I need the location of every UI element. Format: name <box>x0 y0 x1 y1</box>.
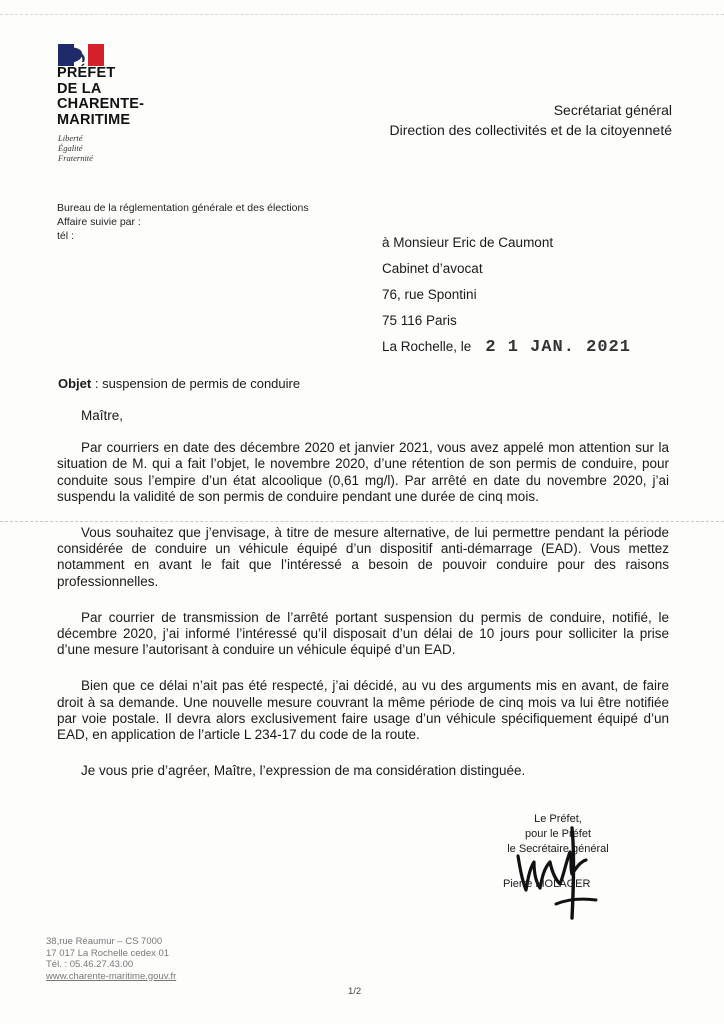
phone-label: tél : <box>57 230 74 242</box>
bureau-name: Bureau de la réglementation générale et des élections <box>57 202 309 214</box>
prefecture-title <box>57 66 144 128</box>
recipient-city: 75 116 Paris <box>382 313 457 328</box>
recipient-firm: Cabinet d’avocat <box>382 261 483 276</box>
paragraph: Par courriers en date des décembre 2020 et janvier 2021, vous avez appelé mon attention sur la situation de M. qui a fait l’objet, le novembre 2020, d’une rétention de son permis de conduire, pour conduite sous l’empire d’un état alcoolique (0,61 mg/l). Par arrêté en date du novembre 2020, j’ai suspendu la validité de son permis de conduire pendant une durée de cinq mois. <box>57 440 669 504</box>
service-header <box>390 100 672 140</box>
closing-formula: Je vous prie d’agréer, Maître, l’expression de ma considération distinguée. <box>81 763 526 779</box>
prefecture-title-line: DE LA <box>57 80 102 97</box>
footer-city: 17 017 La Rochelle cedex 01 <box>46 947 170 959</box>
paragraph: Vous souhaitez que j’envisage, à titre de mesure alternative, de lui permettre pendant la période considérée de conduire un véhicule équipé d’un dispositif anti-démarrage (EAD). Vous mettez notamment en avant le fait que l’intéressé a besoin de pouvoir conduire pour des raisons professionnelles. <box>57 525 669 589</box>
footer-address <box>46 936 176 982</box>
signatory-line: le Secrétaire général <box>507 843 609 855</box>
motto-line: Égalité <box>58 143 83 153</box>
place-label: La Rochelle, le <box>382 339 472 354</box>
page-number: 1/2 <box>348 986 362 997</box>
recipient-name: à Monsieur Eric de Caumont <box>382 235 554 250</box>
recipient-street: 76, rue Spontini <box>382 287 477 302</box>
signatory-line: pour le Préfet <box>524 828 592 840</box>
scan-artifact-line <box>0 521 724 523</box>
scan-artifact-line <box>0 14 724 16</box>
prefecture-title-line: MARITIME <box>57 111 131 128</box>
marianne-icon <box>58 44 104 66</box>
republic-motto <box>58 133 93 163</box>
recipient-block <box>382 230 631 361</box>
footer-street: 38,rue Réaumur – CS 7000 <box>46 936 163 947</box>
salutation: Maître, <box>81 408 124 423</box>
prefecture-title-line: CHARENTE- <box>57 96 145 112</box>
motto-line: Liberté <box>58 133 83 143</box>
service-name: Secrétariat général <box>553 102 672 118</box>
subject-text: : suspension de permis de conduire <box>91 376 301 391</box>
bureau-block <box>57 201 309 243</box>
subject-label: Objet <box>58 376 92 391</box>
place-and-date <box>382 334 631 361</box>
date-stamp: 2 1 JAN. 2021 <box>485 338 631 357</box>
direction-name: Direction des collectivités et de la citoyenneté <box>389 122 672 138</box>
signatory-line: Le Préfet, <box>534 813 582 825</box>
case-officer-label: Affaire suivie par : <box>57 216 141 228</box>
letter-body <box>57 408 669 799</box>
paragraph: Bien que ce délai n’ait pas été respecté, j’ai décidé, au vu des arguments mis en avant, de faire droit à sa demande. Une nouvelle mesure couvrant la même période de cinq mois va lui être notifiée par voie postale. Il devra alors exclusivement faire usage d’un véhicule spécifiquement équipé d’un EAD, en application de l’article L 234-17 du code de la route. <box>57 678 669 743</box>
handwritten-signature <box>500 818 610 928</box>
motto-line: Fraternité <box>58 153 93 163</box>
prefecture-title-line: PRÉFET <box>57 65 116 81</box>
signatory-name: Pierre MOLAGER <box>503 878 591 890</box>
paragraph: Par courrier de transmission de l’arrêté portant suspension du permis de conduire, notifié, le décembre 2020, j’ai informé l’intéressé qu’il disposait d’un délai de 10 jours pour solliciter la prise d’une mesure l’autorisant à conduire un véhicule équipé d’un EAD. <box>57 609 669 658</box>
footer-website-link[interactable]: www.charente-maritime.gouv.fr <box>46 970 177 982</box>
footer-phone: Tél. : 05.46.27.43.00 <box>46 959 134 970</box>
subject-line <box>58 376 300 391</box>
